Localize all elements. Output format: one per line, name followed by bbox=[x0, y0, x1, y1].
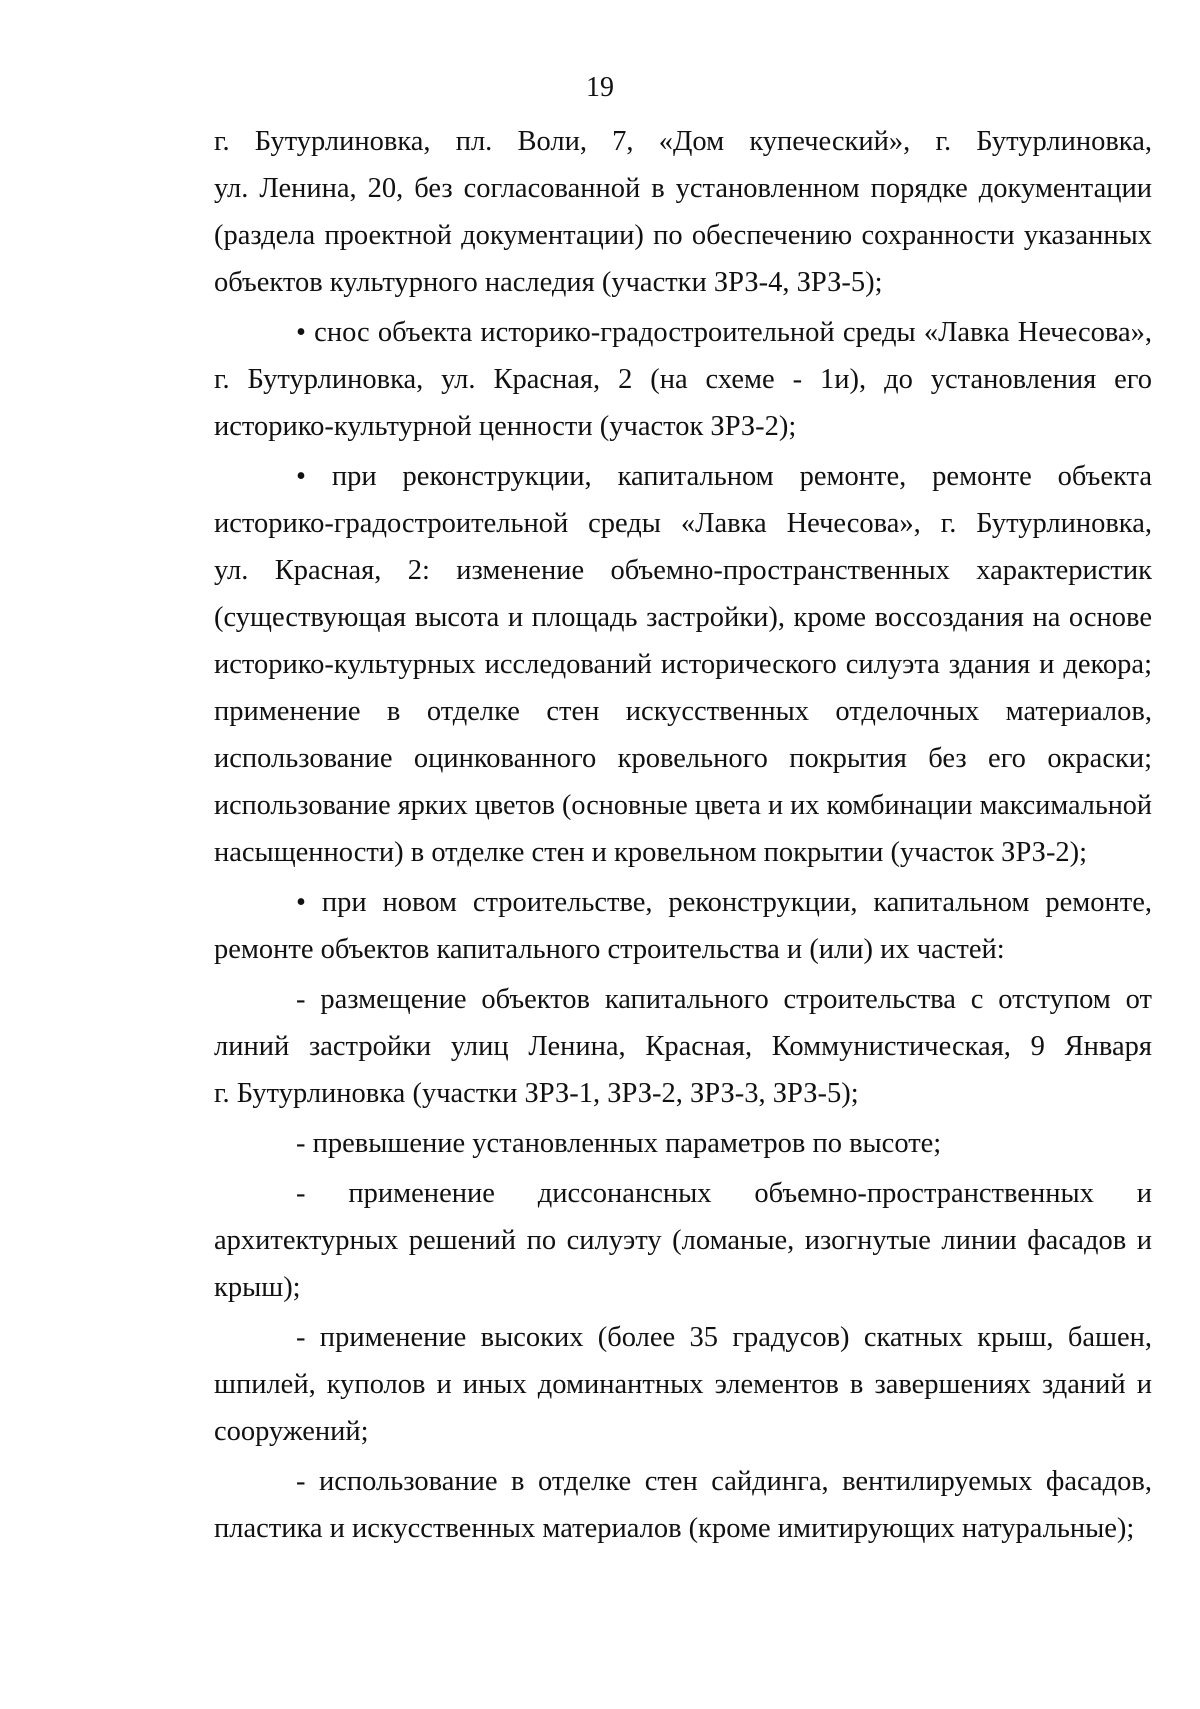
text-line: - применение высоких (более 35 градусов) скатных крыш, башен, bbox=[296, 1322, 1152, 1353]
text-line: крыш); bbox=[214, 1272, 301, 1303]
text-line: (раздела проектной документации) по обеспечению сохранности указанных bbox=[214, 220, 1152, 251]
text-line: - размещение объектов капитального строительства с отступом от bbox=[296, 984, 1152, 1015]
text-line: историко-культурной ценности (участок ЗРЗ-2); bbox=[214, 411, 797, 442]
text-line: (существующая высота и площадь застройки), кроме воссоздания на основе bbox=[214, 602, 1152, 633]
text-line: • снос объекта историко-градостроительной среды «Лавка Нечесова», bbox=[296, 317, 1152, 348]
text-line: ул. Красная, 2: изменение объемно-пространственных характеристик bbox=[214, 555, 1152, 586]
text-line: сооружений; bbox=[214, 1416, 369, 1447]
text-line: ремонте объектов капитального строительства и (или) их частей: bbox=[214, 934, 1005, 965]
text-line: историко-культурных исследований исторического силуэта здания и декора; bbox=[214, 649, 1152, 680]
text-line: насыщенности) в отделке стен и кровельном покрытии (участок ЗРЗ-2); bbox=[214, 837, 1088, 868]
text-line: • при реконструкции, капитальном ремонте, ремонте объекта bbox=[296, 461, 1152, 492]
page-number: 19 bbox=[586, 72, 614, 103]
text-line: пластика и искусственных материалов (кроме имитирующих натуральные); bbox=[214, 1513, 1135, 1544]
text-line: шпилей, куполов и иных доминантных элементов в завершениях зданий и bbox=[214, 1369, 1152, 1400]
text-line: г. Бутурлиновка, пл. Воли, 7, «Дом купеческий», г. Бутурлиновка, bbox=[214, 126, 1152, 157]
text-line: - применение диссонансных объемно-пространственных и bbox=[296, 1178, 1152, 1209]
text-line: использование оцинкованного кровельного покрытия без его окраски; bbox=[214, 743, 1152, 774]
text-line: • при новом строительстве, реконструкции, капитальном ремонте, bbox=[296, 887, 1152, 918]
text-line: ул. Ленина, 20, без согласованной в установленном порядке документации bbox=[214, 173, 1152, 204]
text-line: линий застройки улиц Ленина, Красная, Коммунистическая, 9 Января bbox=[214, 1031, 1152, 1062]
text-line: архитектурных решений по силуэту (ломаные, изогнутые линии фасадов и bbox=[214, 1225, 1152, 1256]
text-line: применение в отделке стен искусственных отделочных материалов, bbox=[214, 696, 1152, 727]
text-line: г. Бутурлиновка, ул. Красная, 2 (на схеме - 1и), до установления его bbox=[214, 364, 1152, 395]
text-line: г. Бутурлиновка (участки ЗРЗ-1, ЗРЗ-2, ЗРЗ-3, ЗРЗ-5); bbox=[214, 1078, 859, 1109]
text-line: объектов культурного наследия (участки ЗРЗ-4, ЗРЗ-5); bbox=[214, 267, 883, 298]
text-line: историко-градостроительной среды «Лавка Нечесова», г. Бутурлиновка, bbox=[214, 508, 1152, 539]
text-line: - использование в отделке стен сайдинга, вентилируемых фасадов, bbox=[296, 1466, 1152, 1497]
text-line: - превышение установленных параметров по высоте; bbox=[296, 1128, 942, 1159]
text-line: использование ярких цветов (основные цвета и их комбинации максимальной bbox=[214, 790, 1152, 821]
